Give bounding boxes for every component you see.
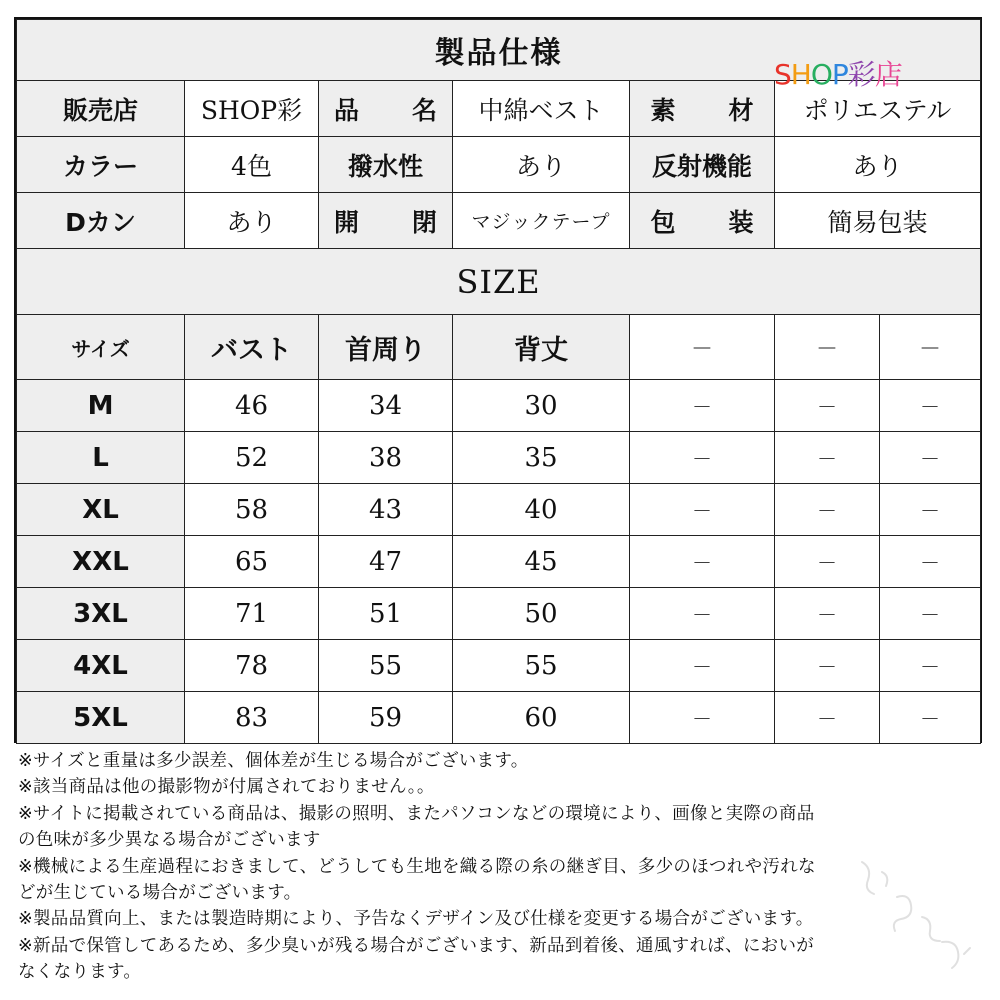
note-line: なくなります。 xyxy=(18,962,142,983)
logo-letter: S xyxy=(774,58,791,91)
empty-cell: － xyxy=(630,692,775,744)
empty-cell: － xyxy=(880,536,981,588)
neck-cell: 51 xyxy=(319,588,453,640)
signature-watermark xyxy=(842,842,992,982)
spec-value-reflective: あり xyxy=(775,137,981,193)
empty-cell: － xyxy=(880,380,981,432)
size-cell: L xyxy=(17,432,185,484)
spec-value-water-repellent: あり xyxy=(453,137,630,193)
table-row xyxy=(17,536,981,588)
empty-cell: － xyxy=(880,432,981,484)
empty-cell: － xyxy=(880,588,981,640)
empty-cell: － xyxy=(630,380,775,432)
shop-logo xyxy=(774,53,902,93)
note-line: ※機械による生産過程におきまして、どうしても生地を織る際の糸の継ぎ目、多少のほつれや汚れな xyxy=(18,856,816,877)
empty-cell: － xyxy=(630,432,775,484)
empty-cell: － xyxy=(775,484,880,536)
spec-label-product-name: 品 名 xyxy=(319,81,453,137)
spec-value-shop: SHOP彩 xyxy=(185,81,319,137)
empty-cell: － xyxy=(630,640,775,692)
neck-cell: 55 xyxy=(319,640,453,692)
empty-cell: － xyxy=(775,380,880,432)
spec-value-closure: マジックテープ xyxy=(453,193,630,249)
spec-sheet xyxy=(14,17,982,743)
spec-value-d-ring: あり xyxy=(185,193,319,249)
note-line: ※製品品質向上、または製造時期により、予告なくデザイン及び仕様を変更する場合がございます。 xyxy=(18,909,814,930)
length-cell: 40 xyxy=(453,484,630,536)
length-cell: 55 xyxy=(453,640,630,692)
spec-label-packaging: 包 装 xyxy=(630,193,775,249)
size-title-row xyxy=(17,249,981,315)
size-title: SIZE xyxy=(17,249,981,315)
note-line: ※サイトに掲載されている商品は、撮影の照明、またパソコンなどの環境により、画像と実際の商品 xyxy=(18,803,815,824)
bust-cell: 52 xyxy=(185,432,319,484)
spec-value-product-name: 中綿ベスト xyxy=(453,81,630,137)
empty-cell: － xyxy=(775,692,880,744)
size-header-empty: － xyxy=(775,315,880,380)
empty-cell: － xyxy=(880,692,981,744)
logo-letter: 店 xyxy=(874,58,902,91)
spec-label-material: 素 材 xyxy=(630,81,775,137)
length-cell: 30 xyxy=(453,380,630,432)
size-header-bust: バスト xyxy=(185,315,319,380)
bust-cell: 65 xyxy=(185,536,319,588)
logo-letter: 彩 xyxy=(847,58,875,91)
spec-row xyxy=(17,137,981,193)
spec-label-shop: 販売店 xyxy=(17,81,185,137)
table-row xyxy=(17,588,981,640)
size-cell: XXL xyxy=(17,536,185,588)
bust-cell: 83 xyxy=(185,692,319,744)
size-header-row xyxy=(17,315,981,380)
spec-label-d-ring: Dカン xyxy=(17,193,185,249)
notes xyxy=(18,748,984,986)
empty-cell: － xyxy=(630,588,775,640)
size-cell: XL xyxy=(17,484,185,536)
size-header-size: サイズ xyxy=(17,315,185,380)
spec-value-color: 4色 xyxy=(185,137,319,193)
spec-table xyxy=(16,19,981,744)
size-cell: 4XL xyxy=(17,640,185,692)
empty-cell: － xyxy=(775,640,880,692)
neck-cell: 38 xyxy=(319,432,453,484)
table-row xyxy=(17,380,981,432)
table-row xyxy=(17,432,981,484)
size-header-length: 背丈 xyxy=(453,315,630,380)
size-cell: 5XL xyxy=(17,692,185,744)
length-cell: 35 xyxy=(453,432,630,484)
spec-value-material: ポリエステル xyxy=(775,81,981,137)
empty-cell: － xyxy=(880,484,981,536)
note-line: ※サイズと重量は多少誤差、個体差が生じる場合がございます。 xyxy=(18,751,529,771)
size-cell: 3XL xyxy=(17,588,185,640)
table-row xyxy=(17,692,981,744)
empty-cell: － xyxy=(775,432,880,484)
spec-label-reflective: 反射機能 xyxy=(630,137,775,193)
bust-cell: 71 xyxy=(185,588,319,640)
logo-letter: O xyxy=(810,58,832,91)
note-line: ※新品で保管してあるため、多少臭いが残る場合がございます、新品到着後、通風すれば、においが xyxy=(18,935,815,956)
note-line: の色味が多少異なる場合がございます xyxy=(18,830,321,851)
length-cell: 50 xyxy=(453,588,630,640)
length-cell: 60 xyxy=(453,692,630,744)
bust-cell: 58 xyxy=(185,484,319,536)
bust-cell: 46 xyxy=(185,380,319,432)
spec-title: 製品仕様 xyxy=(17,20,981,81)
spec-label-color: カラー xyxy=(17,137,185,193)
empty-cell: － xyxy=(775,588,880,640)
neck-cell: 59 xyxy=(319,692,453,744)
table-row xyxy=(17,640,981,692)
note-line: どが生じている場合がございます。 xyxy=(18,883,302,904)
spec-row xyxy=(17,193,981,249)
size-cell: M xyxy=(17,380,185,432)
neck-cell: 34 xyxy=(319,380,453,432)
empty-cell: － xyxy=(775,536,880,588)
table-row xyxy=(17,484,981,536)
spec-label-water-repellent: 撥水性 xyxy=(319,137,453,193)
bust-cell: 78 xyxy=(185,640,319,692)
size-header-empty: － xyxy=(880,315,981,380)
logo-letter: H xyxy=(790,58,811,91)
size-header-empty: － xyxy=(630,315,775,380)
logo-letter: P xyxy=(831,58,848,91)
empty-cell: － xyxy=(630,484,775,536)
neck-cell: 47 xyxy=(319,536,453,588)
note-line: ※該当商品は他の撮影物が付属されておりません。。 xyxy=(18,777,435,798)
neck-cell: 43 xyxy=(319,484,453,536)
length-cell: 45 xyxy=(453,536,630,588)
spec-label-closure: 開 閉 xyxy=(319,193,453,249)
empty-cell: － xyxy=(880,640,981,692)
empty-cell: － xyxy=(630,536,775,588)
size-header-neck: 首周り xyxy=(319,315,453,380)
spec-value-packaging: 簡易包装 xyxy=(775,193,981,249)
